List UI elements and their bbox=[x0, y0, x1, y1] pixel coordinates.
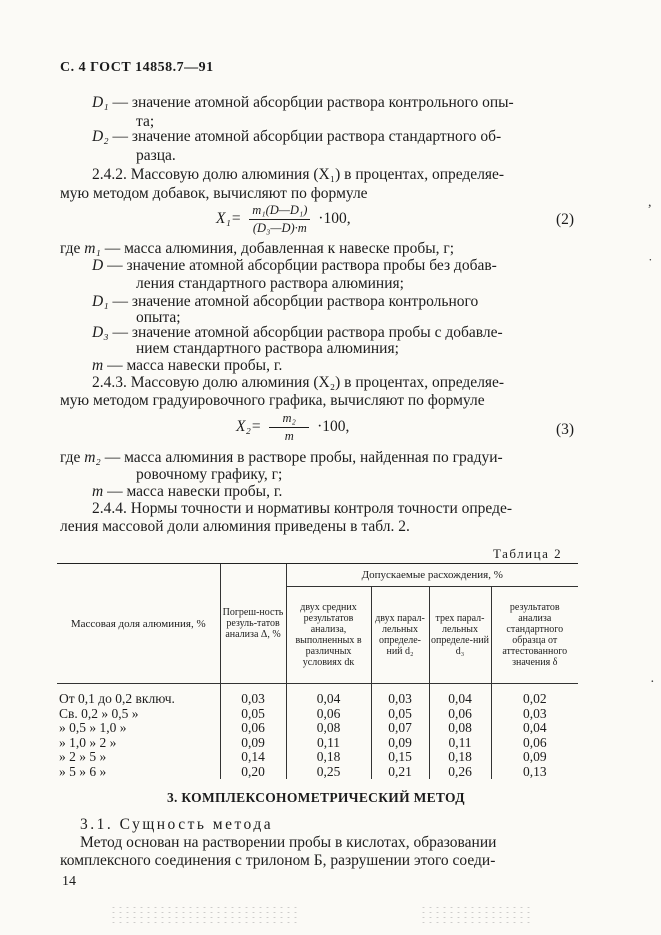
value-cell: 0,06 bbox=[286, 707, 371, 722]
where-label: где bbox=[60, 449, 81, 466]
value-cell: 0,05 bbox=[220, 707, 286, 722]
table-row bbox=[57, 750, 578, 765]
definition-d2 bbox=[92, 127, 501, 146]
value-cell: 0,06 bbox=[491, 736, 578, 751]
column-header-error: Погреш-ность резуль-татов анализа Δ, % bbox=[220, 564, 286, 684]
formula-3 bbox=[236, 411, 349, 444]
formula-numerator: m₂ bbox=[269, 411, 309, 428]
definition-d bbox=[92, 256, 497, 275]
subsection-title: 3.1. Сущность метода bbox=[80, 816, 274, 833]
table-row bbox=[57, 736, 578, 751]
paragraph-2-4-4: 2.4.4. Нормы точности и нормативы контроля точности опреде- bbox=[92, 500, 513, 517]
value-cell: 0,25 bbox=[286, 765, 371, 780]
page-number: 14 bbox=[62, 874, 76, 889]
definition-text: — масса навески пробы, г. bbox=[107, 483, 283, 500]
value-cell: 0,06 bbox=[220, 721, 286, 736]
symbol: m bbox=[92, 483, 104, 500]
tolerance-table bbox=[57, 563, 578, 779]
value-cell: 0,15 bbox=[371, 750, 429, 765]
table-row bbox=[57, 707, 578, 722]
formula-lhs: X₂= bbox=[236, 418, 262, 436]
definition-text: — масса алюминия, добавленная к навеске пробы, г; bbox=[104, 240, 455, 257]
value-cell: 0,20 bbox=[220, 765, 286, 780]
scan-mark: ˙ bbox=[648, 257, 653, 272]
where-label: где bbox=[60, 240, 81, 257]
value-cell: 0,09 bbox=[491, 750, 578, 765]
definition-text: — значение атомной абсорбции раствора контрольного bbox=[112, 293, 479, 310]
definition-text: — масса навески пробы, г. bbox=[107, 357, 283, 374]
row-label-cell: От 0,1 до 0,2 включ. bbox=[59, 691, 175, 706]
value-cell: 0,07 bbox=[371, 721, 429, 736]
paragraph-2-4-2: 2.4.2. Массовую долю алюминия (X₁) в процентах, определяе- bbox=[92, 166, 505, 183]
value-cell: 0,03 bbox=[491, 707, 578, 722]
scan-mark: , bbox=[648, 195, 652, 210]
row-label-cell: » 2 » 5 » bbox=[59, 749, 107, 764]
formula-tail: ·100, bbox=[317, 418, 350, 436]
row-label-cell: Св. 0,2 » 0,5 » bbox=[59, 705, 139, 721]
value-cell: 0,11 bbox=[429, 736, 491, 751]
row-label-cell: » 1,0 » 2 » bbox=[59, 734, 117, 750]
definition-d3-cont: нием стандартного раствора алюминия; bbox=[136, 340, 399, 357]
symbol: D bbox=[92, 257, 104, 274]
value-cell: 0,03 bbox=[371, 692, 429, 707]
formula-fraction bbox=[269, 411, 309, 444]
value-cell: 0,04 bbox=[286, 692, 371, 707]
table-row bbox=[57, 765, 578, 780]
value-cell: 0,14 bbox=[220, 750, 286, 765]
table-caption: Таблица 2 bbox=[493, 546, 563, 561]
row-label-cell: » 5 » 6 » bbox=[59, 763, 107, 779]
scan-noise bbox=[110, 905, 300, 927]
definition-m2-cont: ровочному графику, г; bbox=[136, 466, 283, 483]
column-group-header: Допускаемые расхождения, % bbox=[286, 564, 578, 587]
section-paragraph: Метод основан на растворении пробы в кислотах, образовании bbox=[80, 834, 497, 851]
value-cell: 0,18 bbox=[286, 750, 371, 765]
symbol: m₁ bbox=[84, 240, 101, 257]
definition-d1-cont: та; bbox=[136, 113, 155, 130]
column-header-delta: результатов анализа стандартного образца от аттестованного значения δ bbox=[491, 587, 578, 684]
symbol: D₁ bbox=[92, 94, 109, 111]
value-cell: 0,02 bbox=[491, 692, 578, 707]
value-cell: 0,26 bbox=[429, 765, 491, 780]
value-cell: 0,11 bbox=[286, 736, 371, 751]
definition-text: — значение атомной абсорбции раствора контрольного опы- bbox=[112, 94, 514, 111]
formula-fraction bbox=[249, 203, 310, 236]
page-header: С. 4 ГОСТ 14858.7—91 bbox=[60, 60, 214, 75]
formula-numerator: m₁(D—D₁) bbox=[249, 203, 310, 220]
definition-text: — значение атомной абсорбции раствора пробы с добавле- bbox=[112, 324, 503, 341]
value-cell: 0,09 bbox=[220, 736, 286, 751]
table-row bbox=[57, 721, 578, 736]
equation-number-2: (2) bbox=[556, 211, 575, 228]
symbol: m₂ bbox=[84, 449, 101, 466]
formula-lhs: X₁= bbox=[216, 210, 242, 228]
paragraph-2-4-3: 2.4.3. Массовую долю алюминия (X₂) в процентах, определяе- bbox=[92, 374, 505, 391]
formula-denominator: (D₃—D)·m bbox=[252, 221, 307, 235]
value-cell: 0,13 bbox=[491, 765, 578, 780]
value-cell: 0,04 bbox=[429, 692, 491, 707]
paragraph-2-4-3-cont: мую методом градуировочного графика, вычисляют по формуле bbox=[60, 392, 485, 409]
paragraph-2-4-2-cont: мую методом добавок, вычисляют по формуле bbox=[60, 185, 368, 202]
definition-d1b-cont: опыта; bbox=[136, 309, 181, 326]
symbol: D₂ bbox=[92, 128, 109, 145]
scan-noise bbox=[420, 905, 530, 927]
scan-mark: · bbox=[650, 675, 655, 690]
value-cell: 0,21 bbox=[371, 765, 429, 780]
formula-2 bbox=[216, 203, 351, 236]
value-cell: 0,03 bbox=[220, 692, 286, 707]
section-title: 3. КОМПЛЕКСОНОМЕТРИЧЕСКИЙ МЕТОД bbox=[167, 790, 465, 805]
value-cell: 0,18 bbox=[429, 750, 491, 765]
definition-text: — масса алюминия в растворе пробы, найденная по градуи- bbox=[104, 449, 503, 466]
value-cell: 0,04 bbox=[491, 721, 578, 736]
column-header-d3: трех парал-лельных определе-ний d₃ bbox=[429, 587, 491, 684]
symbol: m bbox=[92, 357, 104, 374]
table-body bbox=[57, 684, 578, 780]
paragraph-2-4-4-cont: ления массовой доли алюминия приведены в табл. 2. bbox=[60, 518, 410, 535]
equation-number-3: (3) bbox=[556, 421, 575, 438]
table-row bbox=[57, 692, 578, 707]
row-label-cell: » 0,5 » 1,0 » bbox=[59, 720, 127, 735]
value-cell: 0,08 bbox=[429, 721, 491, 736]
section-paragraph-cont: комплексного соединения с трилоном Б, разрушении этого соеди- bbox=[60, 852, 496, 869]
definition-d1 bbox=[92, 93, 514, 112]
definition-text: — значение атомной абсорбции раствора пробы без добав- bbox=[107, 257, 497, 274]
value-cell: 0,09 bbox=[371, 736, 429, 751]
column-header-dk: двух средних результатов анализа, выполненных в различных условиях dк bbox=[286, 587, 371, 684]
formula-tail: ·100, bbox=[318, 210, 351, 228]
definition-d-cont: ления стандартного раствора алюминия; bbox=[136, 275, 404, 292]
value-cell: 0,05 bbox=[371, 707, 429, 722]
symbol: D₁ bbox=[92, 293, 109, 310]
definition-d2-cont: разца. bbox=[136, 147, 176, 164]
column-header-mass: Массовая доля алюминия, % bbox=[57, 564, 220, 684]
definition-text: — значение атомной абсорбции раствора стандартного об- bbox=[112, 128, 502, 145]
column-header-d2: двух парал-лельных определе-ний d₂ bbox=[371, 587, 429, 684]
symbol: D₃ bbox=[92, 324, 109, 341]
value-cell: 0,06 bbox=[429, 707, 491, 722]
formula-denominator: m bbox=[284, 429, 294, 443]
value-cell: 0,08 bbox=[286, 721, 371, 736]
